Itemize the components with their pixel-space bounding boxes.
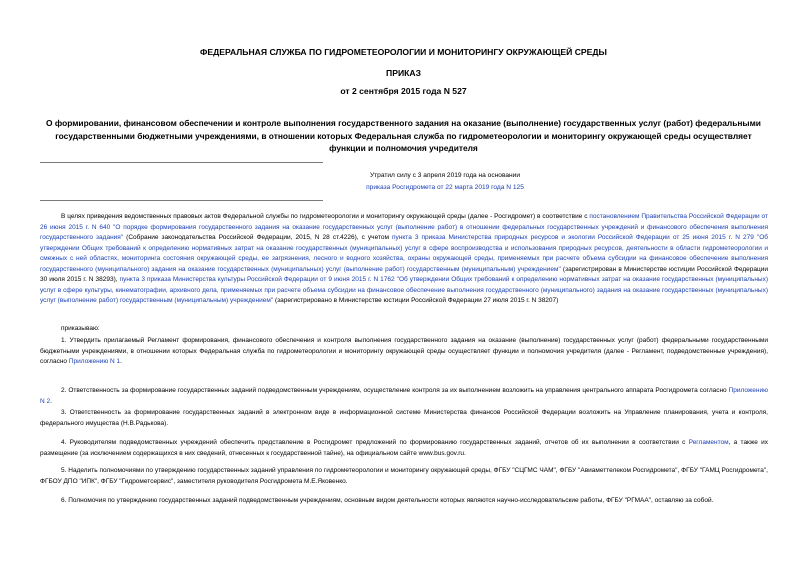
item-6	[40, 496, 768, 507]
preamble-text-1: В целях приведения ведомственных правовых актов Федеральной службы по гидрометеорологии и мониторингу окружающей среды (далее - Росгидромет) в соответствие с	[61, 213, 590, 220]
item-1-text: 1. Утвердить прилагаемый Регламент формирования, финансового обеспечения и контроля выполнения государственного задания на оказание (выполнение) государственных услуг (работ) федеральными государственными бюджетными учреждениями, в отношении которых Федеральная служба по гидрометеорологии и мониторингу окружающей среды осуществляет функции и полномочия учредителя (далее - Регламент, подведомственные учреждения), согласно	[40, 337, 768, 365]
minprirody-order-link[interactable]: пункта 3 приказа Министерства природных ресурсов и экологии Российской Федерации от 25 июня 2015 г. N 279 "Об утверждении Общих требований к определению нормативных затрат на оказание государственных (муниципальных) услуг в сфере воспроизводства и использования природных ресурсов, деятельности в области гидрометеорологии и смежных с ней областях, мониторинга состояния окружающей среды, ее загрязнения, лесного и водного хозяйства, охраны окружающей среды, применяемых при расчете объема субсидии на финансовое обеспечение выполнения государственного (муниципального) задания на оказание государственных (муниципальных) услуг (выполнение работ) государственным (муниципальным) учреждением"	[40, 234, 768, 273]
item-4-end: , а также их размещение (за исключением содержащихся в них сведений, отнесенных к государственной тайне), на официальном сайте www.bus.gov.ru.	[40, 439, 769, 457]
separator-line-bottom	[40, 200, 323, 201]
item-1-end: .	[120, 358, 122, 365]
item-2	[40, 386, 768, 407]
order-word	[40, 324, 768, 335]
item-3-text: 3. Ответственность за формирование государственных заданий в электронном виде в информационной системе Министерства финансов Российской Федерации возложить на Управление планирования, учета и контроля, федерального имущества (Н.В.Радькова).	[40, 409, 768, 427]
preamble-text-3: (зарегистрирован в Министерстве юстиции Российской Федерации 30 июля 2015 г. N 38293),	[40, 265, 768, 283]
regulation-link[interactable]: Регламентом	[688, 439, 729, 446]
item-4	[40, 438, 768, 459]
item-2-end: .	[50, 397, 52, 405]
item-4-text: 4. Руководителям подведомственных учреждений обеспечить представление в Росгидромет предложений по формированию государственных заданий, отчетов об их выполнении в соответствии с	[61, 439, 689, 446]
item-2-text: 2. Ответственность за формирование государственных заданий подведомственным учреждениям, осуществление контроля за их выполнением возложить на управления центрального аппарата Росгидромета согласно	[61, 387, 729, 394]
item-5-text: 5. Наделить полномочиями по утверждению государственных заданий управления по гидрометеорологии и мониторингу окружающей среды, ФГБУ "СЦГМС ЧАМ", ФГБУ "Авиаметтелеком Росгидромета", ФГБУ "ГАМЦ Росгидромета", ФГБОУ ДПО "ИПК", ФГБУ "Гидрометсервис", заместителя руководителя Росгидромета М.Е.Яковенко.	[40, 467, 768, 485]
preamble-paragraph	[40, 212, 768, 307]
item-6-text: 6. Полномочия по утверждению государственных заданий подведомственным учреждениям, основным видом деятельности которых являются научно-исследовательские работы, ФГБУ "РГМАА", оставляю за собой.	[61, 497, 714, 504]
preamble-text-4: (зарегистрировано в Министерстве юстиции Российской Федерации 27 июля 2015 г. N 38207)	[273, 297, 559, 304]
preamble-text-2: (Собрание законодательства Российской Федерации, 2015, N 28 ст.4226), с учетом	[123, 234, 393, 241]
document-date-number: от 2 сентября 2015 года N 527	[340, 86, 467, 96]
document-title: О формировании, финансовом обеспечении и контроле выполнения государственного задания на оказание (выполнение) государственных услуг (работ) федеральными государственными бюджетными учреждениями, в отношении которых Федеральная служба по гидрометеорологии и мониторингу окружающей среды осуществляет функции и полномочия учредителя	[46, 118, 761, 153]
appendix-2-link[interactable]: Приложению N 2	[40, 387, 768, 405]
appendix-1-link[interactable]: Приложению N 1	[68, 358, 121, 365]
agency-heading: ФЕДЕРАЛЬНАЯ СЛУЖБА ПО ГИДРОМЕТЕОРОЛОГИИ И МОНИТОРИНГУ ОКРУЖАЮЩЕЙ СРЕДЫ	[200, 47, 607, 57]
item-5	[40, 466, 768, 487]
separator-line-top	[40, 162, 323, 163]
item-3	[40, 408, 768, 429]
status-note: Утратил силу с 3 апреля 2019 года на основании	[369, 172, 521, 179]
minkultury-order-link[interactable]: пункта 3 приказа Министерства культуры Российской Федерации от 9 июня 2015 г. N 1762 "Об утверждении Общих требований к определению нормативных затрат на оказание государственных (муниципальных) услуг в сфере культуры, кинематографии, архивного дела, применяемых при расчете объема субсидии на финансовое обеспечение выполнения государственного (муниципального) задания на оказание государственных (муниципальных) услуг (выполнение работ) государственным (муниципальным) учреждением"	[40, 276, 769, 304]
repeal-order-link[interactable]: приказа Росгидромета от 22 марта 2019 года N 125	[366, 184, 524, 191]
order-word-text: приказываю:	[61, 325, 100, 332]
document-type-heading: ПРИКАЗ	[386, 68, 421, 78]
item-1	[40, 336, 768, 368]
government-decree-link[interactable]: постановлением Правительства Российской Федерации от 26 июня 2015 г. N 640 "О порядке формирования государственного задания на оказание государственных услуг (выполнение работ) в отношении федеральных государственных учреждений и финансового обеспечения выполнения государственного задания"	[40, 213, 768, 241]
